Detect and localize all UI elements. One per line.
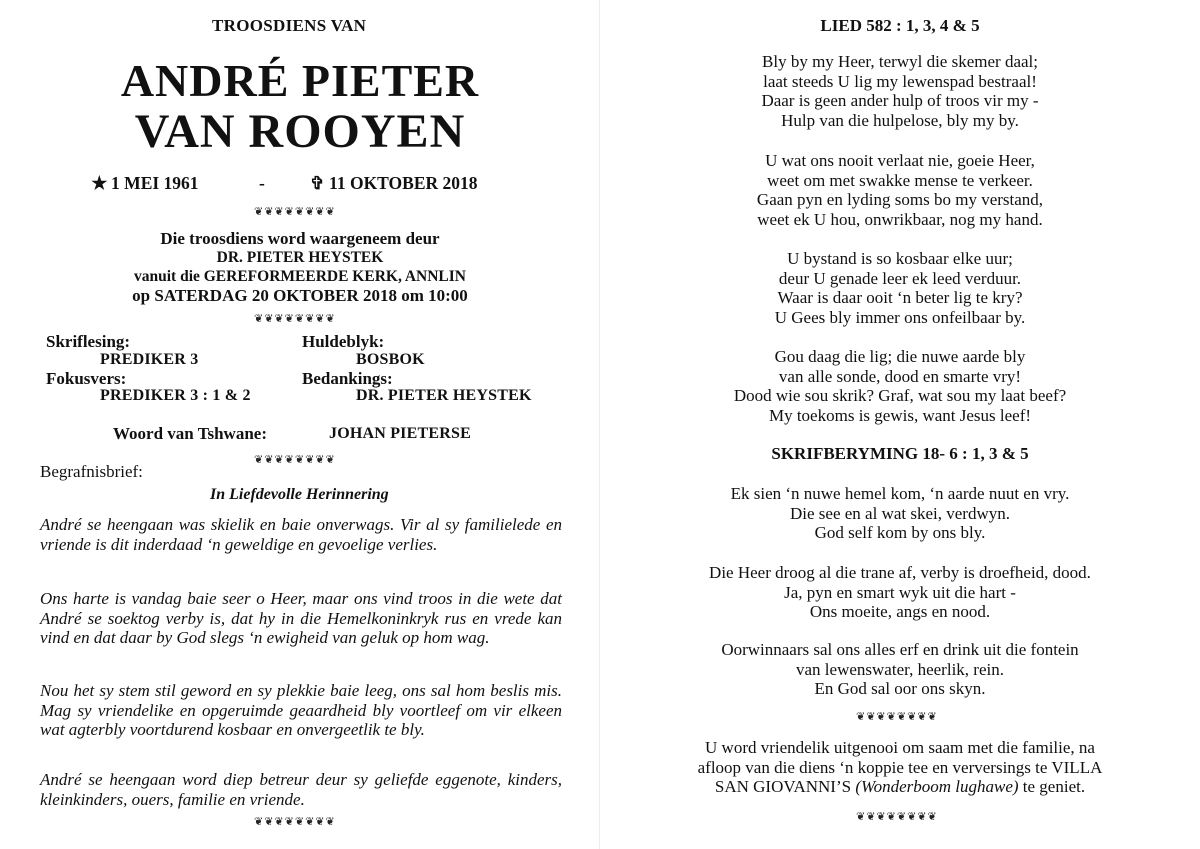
skriflesing-value: PREDIKER 3 xyxy=(100,351,199,368)
psalm-verse: Oorwinnaars sal ons alles erf en drink uit die fontein van lewenswater, heerlik, rein. En God sal oor ons skyn. xyxy=(721,640,1079,699)
hymn-verse: Bly by my Heer, terwyl die skemer daal; laat steeds U lig my lewenspad bestraal! Daar is geen ander hulp of troos vir my - Hulp van die hulpelose, bly my by. xyxy=(761,52,1039,131)
hymn-verse: U bystand is so kosbaar elke uur; deur U genade leer ek leed verduur. Waar is daar ooit ‘n beter lig te kry? U Gees bly immer ons onfeilbaar by. xyxy=(774,249,1026,328)
bedankings-value: DR. PIETER HEYSTEK xyxy=(356,387,532,404)
ornament-divider: ❦❦❦❦❦❦❦❦ xyxy=(254,816,336,828)
fokusvers-value: PREDIKER 3 : 1 & 2 xyxy=(100,387,251,404)
huldeblyk-value: BOSBOK xyxy=(356,351,425,368)
ornament-divider: ❦❦❦❦❦❦❦❦ xyxy=(254,454,336,466)
woord-value: JOHAN PIETERSE xyxy=(329,425,471,442)
deceased-surname: VAN ROOYEN xyxy=(134,105,466,158)
letter-paragraph: Ons harte is vandag baie seer o Heer, maar ons vind troos in die wete dat André se soektog verby is, dat hy in die Hemelkoninkryk rus en vrede kan vind en dat daar by God slegs ‘n ewigheid van geluk op hom wag. xyxy=(40,589,562,647)
star-icon: ✭ xyxy=(92,173,107,193)
hymn-verse: U wat ons nooit verlaat nie, goeie Heer, weet om met swakke mense te verkeer. Gaan pyn en lyding soms bo my verstand, weet ek U hou, onwrikbaar, nog my hand. xyxy=(756,151,1044,230)
ornament-divider: ❦❦❦❦❦❦❦❦ xyxy=(254,206,336,218)
right-page xyxy=(600,0,1200,849)
letter-paragraph: Nou het sy stem stil geword en sy plekkie baie leeg, ons sal hom beslis mis. Mag sy vriendelike en opgeruimde geaardheid bly voortleef om vir elkeen wat agterbly voortdurend kosbaar en onvergeetlik te bly. xyxy=(40,681,562,739)
cross-icon: ✞ xyxy=(310,173,325,193)
date-separator: - xyxy=(259,173,265,193)
letter-label: Begrafnisbrief: xyxy=(40,462,143,481)
ornament-divider: ❦❦❦❦❦❦❦❦ xyxy=(254,313,336,325)
psalm-verse: Ek sien ‘n nuwe hemel kom, ‘n aarde nuut en vry. Die see en al wat skei, verdwyn. God self kom by ons bly. xyxy=(730,484,1070,543)
ornament-divider: ❦❦❦❦❦❦❦❦ xyxy=(856,711,938,723)
hymn-title: LIED 582 : 1, 3, 4 & 5 xyxy=(820,16,980,35)
woord-label: Woord van Tshwane: xyxy=(113,424,267,443)
ornament-divider: ❦❦❦❦❦❦❦❦ xyxy=(856,811,938,823)
service-details: Die troosdiens word waargeneem deur DR. PIETER HEYSTEK vanuit die GEREFORMEERDE KERK, ANNLIN op SATERDAG 20 OKTOBER 2018 om 10:00 xyxy=(132,229,468,305)
birth-date: ✭ 1 MEI 1961 xyxy=(92,173,199,193)
letter-paragraph: André se heengaan word diep betreur deur sy geliefde eggenote, kinders, kleinkinders, ouers, familie en vriende. xyxy=(40,770,562,809)
death-date: ✞ 11 OKTOBER 2018 xyxy=(310,173,478,193)
psalm-title: SKRIFBERYMING 18- 6 : 1, 3 & 5 xyxy=(771,444,1029,463)
skriflesing-label: Skriflesing: xyxy=(46,332,131,351)
service-header: TROOSDIENS VAN xyxy=(212,16,367,35)
hymn-verse: Gou daag die lig; die nuwe aarde bly van alle sonde, dood en smarte vry! Dood wie sou skrik? Graf, wat sou my laat beef? My toekoms is gewis, want Jesus leef! xyxy=(733,347,1067,426)
letter-paragraph: André se heengaan was skielik en baie onverwags. Vir al sy familielede en vriende is dit inderdaad ‘n geweldige en gevoelige verlies. xyxy=(40,515,562,554)
psalm-verse: Die Heer droog al die trane af, verby is droefheid, dood. Ja, pyn en smart wyk uit die hart - Ons moeite, angs en nood. xyxy=(709,563,1091,622)
fokusvers-label: Fokusvers: xyxy=(46,369,127,388)
huldeblyk-label: Huldeblyk: xyxy=(302,332,385,351)
invitation: U word vriendelik uitgenooi om saam met die familie, na afloop van die diens ‘n koppie tee en verversings te VILLA SAN GIOVANNI’S (Wonderboom lughawe) te geniet. xyxy=(697,738,1103,797)
letter-title: In Liefdevolle Herinnering xyxy=(210,486,389,503)
deceased-first-names: ANDRÉ PIETER xyxy=(120,55,480,106)
bedankings-label: Bedankings: xyxy=(302,369,393,388)
